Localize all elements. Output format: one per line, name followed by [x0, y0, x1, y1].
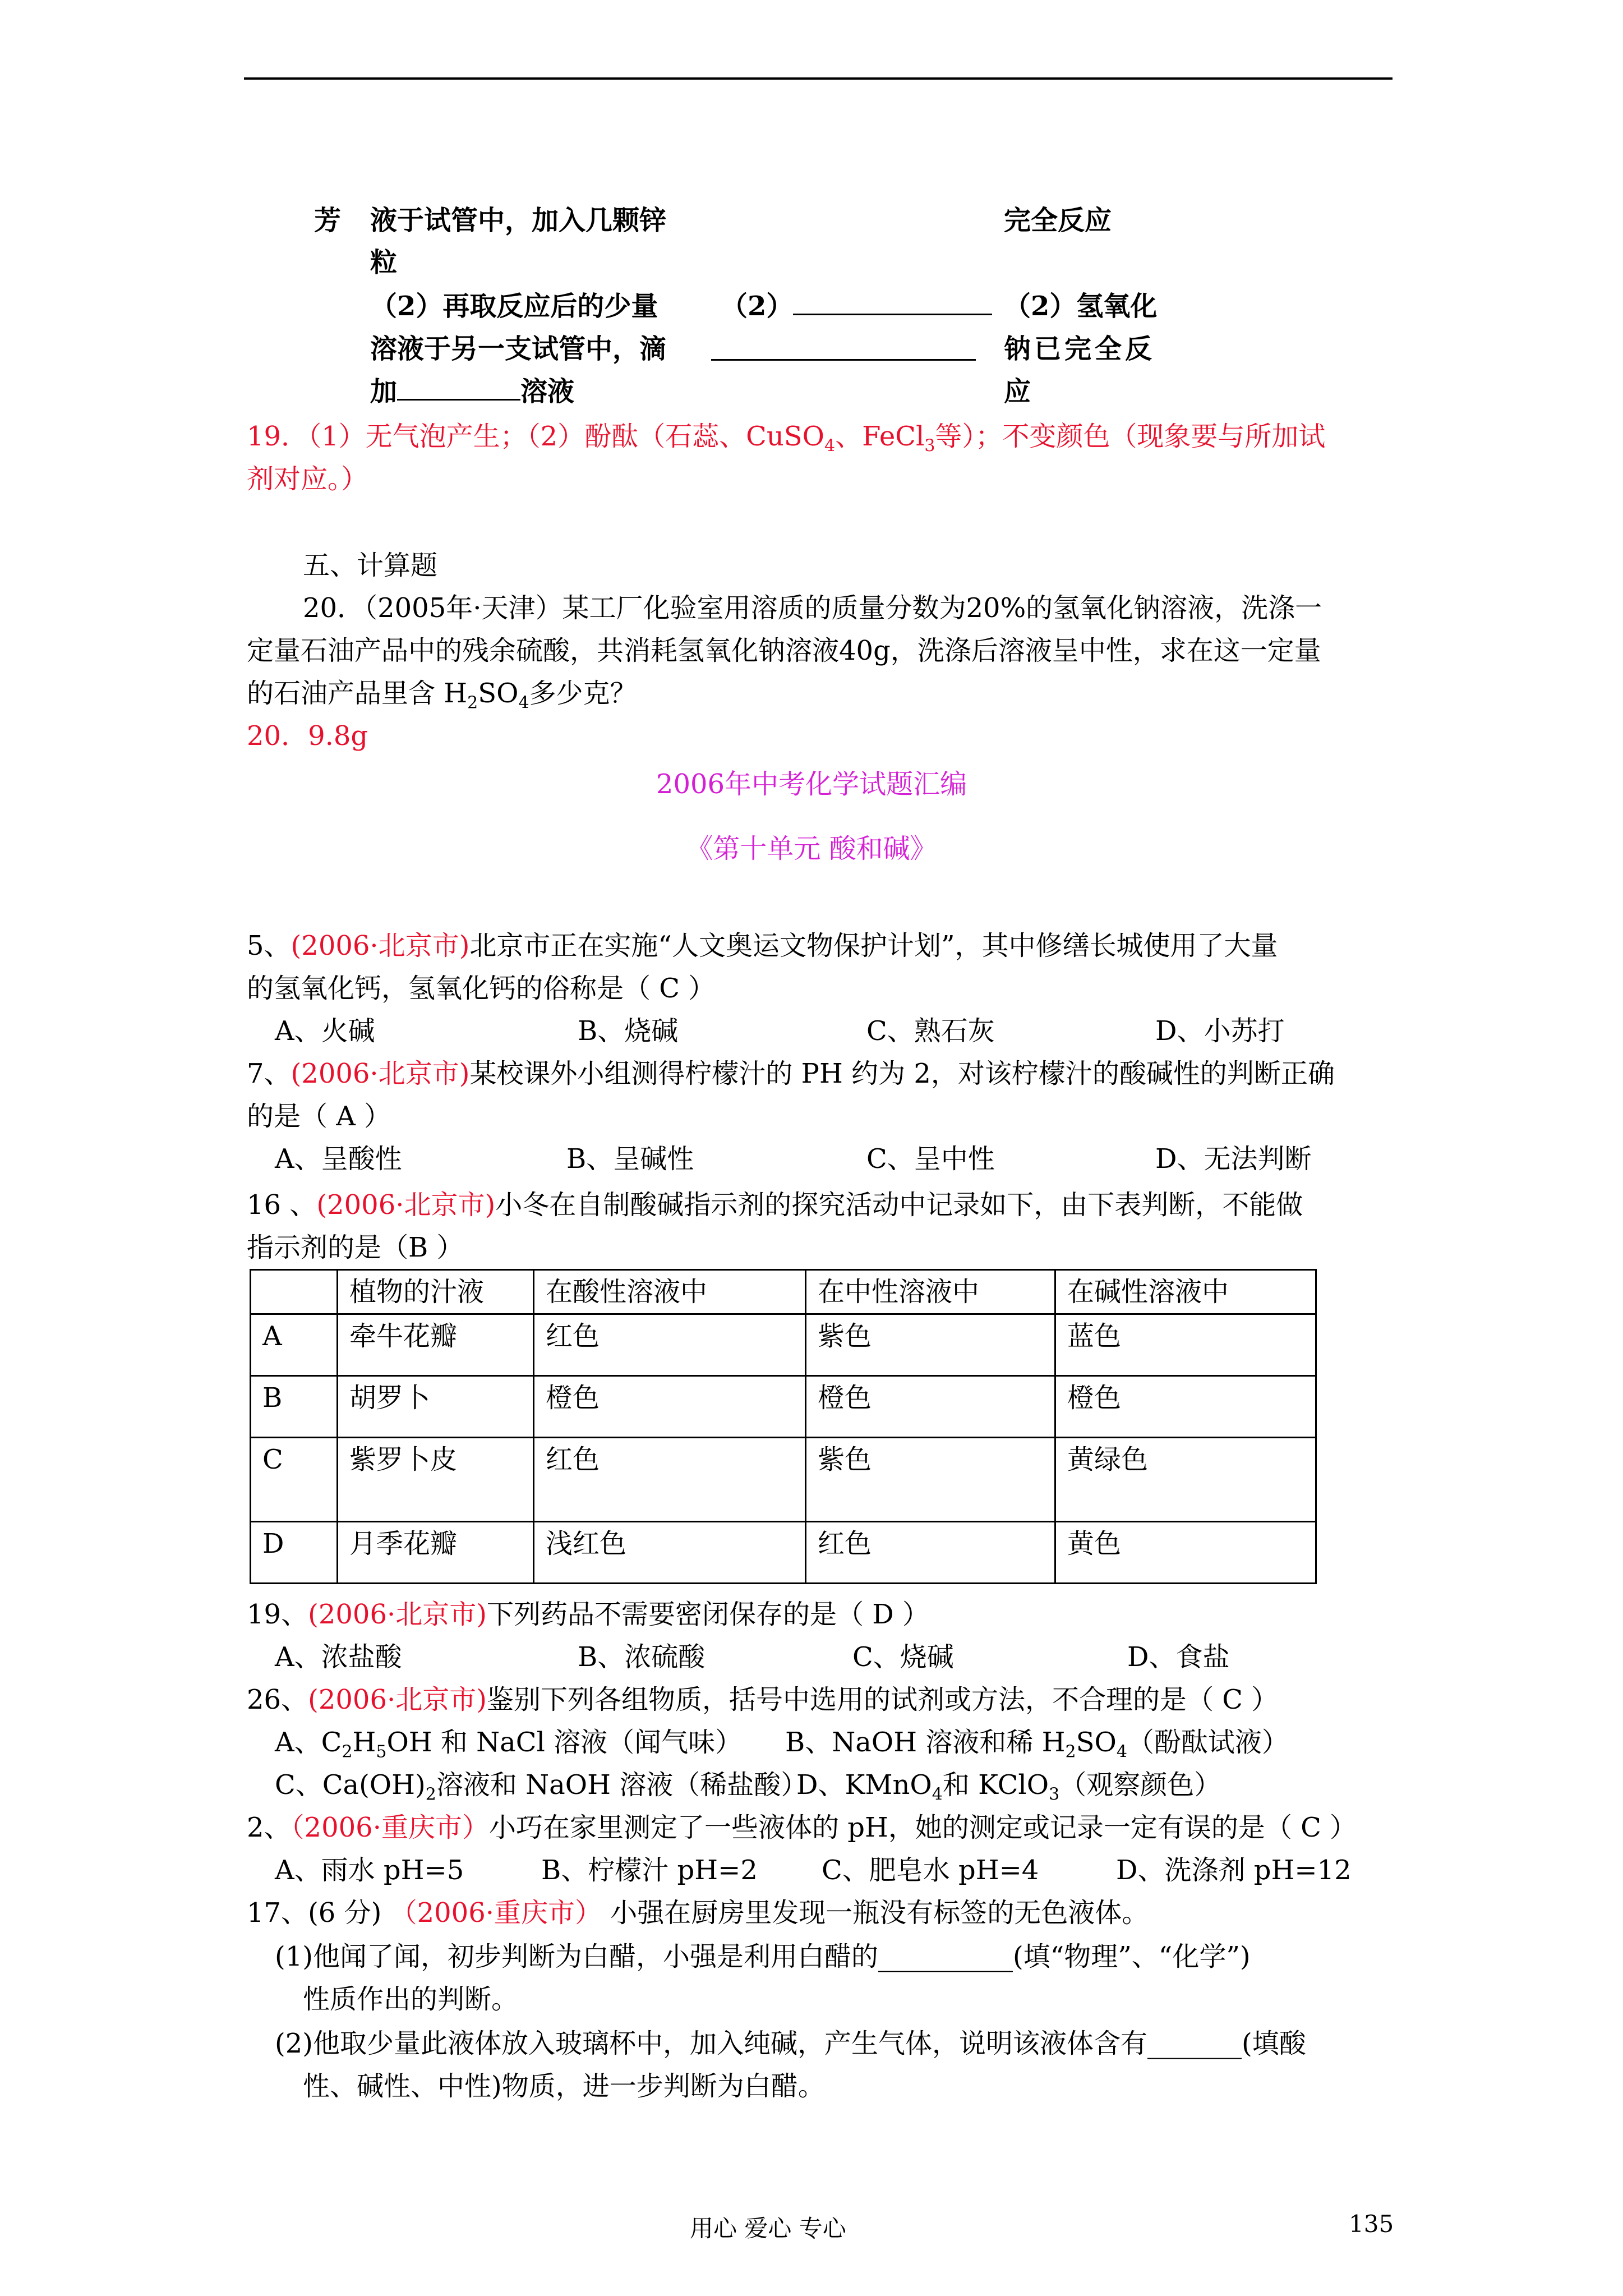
question-19: 19、(2006·北京市)下列药品不需要密闭保存的是（ D ）: [247, 1599, 929, 1630]
top-table-cell: （2）氢氧化: [1004, 291, 1158, 322]
option: C、烧碱: [852, 1641, 954, 1673]
table-header-cell: 在碱性溶液中: [1055, 1270, 1316, 1314]
top-table-cell: 粒: [370, 247, 398, 278]
header-rule: [244, 77, 1393, 80]
table-cell: 蓝色: [1055, 1314, 1316, 1376]
question-20: 20．（2005年·天津）某工厂化验室用溶质的质量分数为20%的氢氧化钠溶液，洗涤一: [303, 592, 1322, 624]
table-header-cell: [251, 1270, 338, 1314]
table-header-cell: 在酸性溶液中: [534, 1270, 806, 1314]
table-cell: 橙色: [534, 1376, 806, 1438]
answer-20: 20．9.8g: [247, 720, 368, 752]
table-cell: 牵牛花瓣: [338, 1314, 534, 1376]
question-17-part: 性、碱性、中性)物质，进一步判断为白醋。: [303, 2070, 825, 2102]
table-cell: 红色: [534, 1314, 806, 1376]
answer-19: 19．（1）无气泡产生；（2）酚酞（石蕊、CuSO$_4$、FeCl$_3$等）；不变颜色（现象要与所加试: [247, 421, 1326, 456]
option: D、无法判断: [1155, 1143, 1312, 1175]
table-row: [251, 1522, 1316, 1584]
table-cell: 浅红色: [534, 1522, 806, 1584]
top-table-cell: （2）: [721, 285, 992, 328]
table-cell: 红色: [806, 1522, 1055, 1584]
option: B、烧碱: [578, 1015, 679, 1047]
table-cell: 橙色: [1055, 1376, 1316, 1438]
table-cell: D: [251, 1522, 338, 1584]
top-table-cell: 钠已完全反: [1004, 333, 1156, 365]
option: A、呈酸性: [275, 1143, 402, 1175]
table-cell: 红色: [534, 1438, 806, 1522]
compilation-subtitle: 《第十单元 酸和碱》: [686, 833, 937, 864]
top-table-cell: 液于试管中，加入几颗锌: [370, 205, 667, 236]
table-cell: 黄色: [1055, 1522, 1316, 1584]
question-17-part: (2)他取少量此液体放入玻璃杯中，加入纯碱，产生气体，说明该液体含有_______(填酸: [275, 2028, 1306, 2059]
option: B、浓硫酸: [578, 1641, 706, 1673]
fill-blank[interactable]: [793, 314, 992, 315]
question-17-part: (1)他闻了闻，初步判断为白醋，小强是利用白醋的__________(填“物理”、“化学”): [275, 1941, 1251, 1972]
option: D、小苏打: [1155, 1015, 1285, 1047]
table-cell: B: [251, 1376, 338, 1438]
table-cell: 橙色: [806, 1376, 1055, 1438]
option: B、呈碱性: [566, 1143, 694, 1175]
question-7: 7、(2006·北京市)某校课外小组测得柠檬汁的 PH 约为 2，对该柠檬汁的酸碱性的判断正确: [247, 1058, 1335, 1089]
option: A、火碱: [275, 1015, 375, 1047]
table-row: [251, 1314, 1316, 1376]
table-cell: A: [251, 1314, 338, 1376]
option: C、肥皂水 pH=4: [822, 1855, 1039, 1886]
top-table-cell: 完全反应: [1004, 205, 1112, 236]
question-5: 5、(2006·北京市)北京市正在实施“人文奥运文物保护计划”，其中修缮长城使用了大量: [247, 930, 1278, 961]
top-table-cell: 芳: [314, 205, 342, 236]
option: D、洗涤剂 pH=12: [1116, 1855, 1352, 1886]
page-number: 135: [1349, 2210, 1394, 2238]
top-table-cell: 加 溶液: [370, 376, 575, 407]
table-row: [251, 1438, 1316, 1522]
question-16: 指示剂的是（B ）: [247, 1232, 464, 1263]
option: B、NaOH 溶液和稀 $H_2SO_4$（酚酞试液）: [785, 1727, 1289, 1762]
top-table-cell: 应: [1004, 376, 1031, 407]
question-7: 的是（ A ）: [247, 1101, 391, 1132]
question-17-part: 性质作出的判断。: [303, 1984, 519, 2015]
table-row: [251, 1376, 1316, 1438]
question-17: 17、(6 分) （2006·重庆市） 小强在厨房里发现一瓶没有标签的无色液体。: [247, 1897, 1149, 1929]
option: C、$Ca(OH)_2$溶液和 NaOH 溶液（稀盐酸）: [275, 1769, 808, 1805]
section-heading: 五、计算题: [303, 550, 438, 581]
option: A、浓盐酸: [275, 1641, 402, 1673]
question-16: 16 、(2006·北京市)小冬在自制酸碱指示剂的探究活动中记录如下，由下表判断，不能做: [247, 1189, 1303, 1221]
table-cell: 月季花瓣: [338, 1522, 534, 1584]
table-cell: C: [251, 1438, 338, 1522]
compilation-title: 2006年中考化学试题汇编: [656, 769, 967, 800]
answer-19-cont: 剂对应。）: [247, 463, 368, 495]
top-table-cell: 溶液于另一支试管中，滴: [370, 333, 667, 365]
table-cell: 紫罗卜皮: [338, 1438, 534, 1522]
table-cell: 胡罗卜: [338, 1376, 534, 1438]
option: C、呈中性: [866, 1143, 995, 1175]
question-5: 的氢氧化钙，氢氧化钙的俗称是（ C ）: [247, 973, 716, 1004]
footer-motto: 用心 爱心 专心: [690, 2215, 846, 2242]
table-cell: 紫色: [806, 1314, 1055, 1376]
table-cell: 黄绿色: [1055, 1438, 1316, 1522]
question-20: 定量石油产品中的残余硫酸，共消耗氢氧化钠溶液40g，洗涤后溶液呈中性，求在这一定量: [247, 635, 1321, 666]
table-cell: 紫色: [806, 1438, 1055, 1522]
option: C、熟石灰: [866, 1015, 995, 1047]
table-header-cell: 在中性溶液中: [806, 1270, 1055, 1314]
option: D、食盐: [1127, 1641, 1230, 1673]
question-20: 的石油产品里含 $H_2SO_4$多少克？: [247, 678, 637, 713]
fill-blank[interactable]: [397, 399, 520, 401]
question-2: 2、（2006·重庆市）小巧在家里测定了一些液体的 pH，她的测定或记录一定有误的是（ C ）: [247, 1812, 1357, 1843]
table-header-row: [251, 1270, 1316, 1314]
option: A、$C_2H_5OH$ 和 NaCl 溶液（闻气味）: [275, 1727, 743, 1762]
indicator-table: [250, 1269, 1317, 1584]
option: D、KMnO$_4$和 KClO$_3$（观察颜色）: [796, 1769, 1221, 1805]
option: B、柠檬汁 pH=2: [541, 1855, 758, 1886]
top-table-cell: （2）再取反应后的少量: [370, 291, 658, 322]
option: A、雨水 pH=5: [275, 1855, 464, 1886]
fill-blank[interactable]: [711, 359, 976, 361]
question-26: 26、(2006·北京市)鉴别下列各组物质，括号中选用的试剂或方法，不合理的是（ C ）: [247, 1684, 1279, 1715]
table-header-cell: 植物的汁液: [338, 1270, 534, 1314]
